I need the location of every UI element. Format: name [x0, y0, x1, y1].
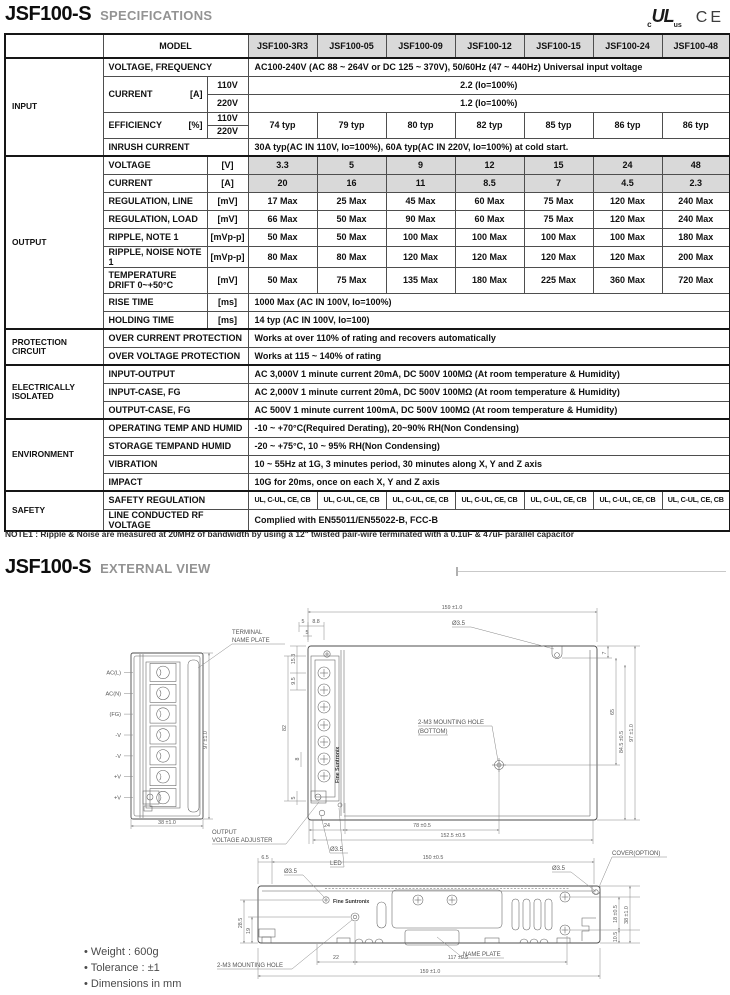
spec-header [5, 3, 212, 26]
footnote-tolerance: • Tolerance : ±1 [84, 962, 160, 974]
spec-cell: -20 ~ +75°C, 10 ~ 95% RH(Non Condensing) [248, 437, 730, 455]
spec-cell: REGULATION, LINE [103, 192, 207, 210]
spec-cell: 720 Max [662, 267, 730, 293]
mounting-hole-label: 2-M3 MOUNTING HOLE [418, 720, 485, 726]
spec-cell: 86 typ [593, 112, 662, 138]
spec-cell: JSF100-09 [386, 34, 455, 58]
dim-label: 38 ±1.0 [624, 906, 630, 924]
spec-cell: UL, C-UL, CE, CB [248, 491, 317, 509]
spec-cell: STORAGE TEMPAND HUMID [103, 437, 248, 455]
spec-cell: [V] [207, 156, 248, 174]
spec-cell: -10 ~ +70°C(Required Derating), 20~90% RH(Non Condensing) [248, 419, 730, 437]
dim-label: 7 [602, 651, 608, 655]
spec-cell: 100 Max [386, 228, 455, 246]
spec-cell: 110V [207, 112, 248, 125]
spec-cell: 50 Max [248, 267, 317, 293]
spec-cell: 60 Max [455, 210, 524, 228]
spec-cell: 60 Max [455, 192, 524, 210]
spec-cell: 180 Max [662, 228, 730, 246]
spec-cell: VOLTAGE, FREQUENCY [103, 58, 248, 76]
dim-top-width: 159 ±1.0 [441, 605, 463, 611]
terminal-label: AC(L) [106, 670, 121, 677]
note-1: NOTE1 : Ripple & Noise are measured at 20MHz of bandwidth by using a 12" twisted pair-wire terminated with a 0.1uF & 47uF parallel capacitor [5, 529, 574, 539]
spec-cell: OUTPUT-CASE, FG [103, 401, 248, 419]
spec-cell: SAFETY REGULATION [103, 491, 248, 509]
spec-cell: 2.3 [662, 174, 730, 192]
spec-cell: [mV] [207, 267, 248, 293]
spec-cell: VIBRATION [103, 455, 248, 473]
spec-cell: UL, C-UL, CE, CB [455, 491, 524, 509]
section-input: INPUT [5, 58, 103, 156]
dim-label: 28.5 [238, 917, 244, 929]
dim-side-width: 38 ±1.0 [158, 820, 176, 826]
terminal-label: AC(N) [105, 691, 121, 698]
dia-3-5-label: Ø3.5 [552, 866, 566, 872]
spec-cell: [ms] [207, 311, 248, 329]
dim-label: 9.5 [291, 677, 297, 685]
name-plate-label: NAME PLATE [463, 952, 501, 958]
section-safety: SAFETY [5, 491, 103, 531]
footnote-weight: • Weight : 600g [84, 946, 159, 958]
spec-cell: 20 [248, 174, 317, 192]
spec-cell: 3.3 [248, 156, 317, 174]
spec-cell: 24 [593, 156, 662, 174]
spec-cell: 7 [524, 174, 593, 192]
terminal-name-plate-label: TERMINAL [232, 630, 263, 636]
spec-cell: 100 Max [455, 228, 524, 246]
dim-label: 10.5 [613, 931, 619, 943]
spec-cell: 8.5 [455, 174, 524, 192]
spec-cell: 50 Max [317, 228, 386, 246]
terminal-label: +V [114, 795, 121, 802]
spec-cell: 79 typ [317, 112, 386, 138]
terminal-label: (FG) [109, 712, 121, 719]
spec-cell: UL, C-UL, CE, CB [524, 491, 593, 509]
spec-cell: CURRENT [A] [103, 76, 207, 112]
spec-cell: LINE CONDUCTED RF VOLTAGE [103, 509, 248, 531]
spec-cell: Complied with EN55011/EN55022-B, FCC-B [248, 509, 730, 531]
output-voltage-adjuster-label: VOLTAGE ADJUSTER [212, 838, 273, 844]
dim-label: 5 [291, 796, 297, 800]
spec-cell: 9 [386, 156, 455, 174]
dim-label: 6.5 [261, 855, 269, 861]
spec-cell: AC100-240V (AC 88 ~ 264V or DC 125 ~ 370V), 50/60Hz (47 ~ 440Hz) Universal input voltage [248, 58, 730, 76]
spec-cell: 240 Max [662, 210, 730, 228]
spec-cell: 74 typ [248, 112, 317, 138]
spec-cell: UL, C-UL, CE, CB [593, 491, 662, 509]
spec-cell: 100 Max [593, 228, 662, 246]
spec-cell: 1.2 (Io=100%) [248, 94, 730, 112]
spec-cell: 100 Max [524, 228, 593, 246]
terminal-name-plate-label: NAME PLATE [232, 638, 270, 644]
mounting-hole-label: (BOTTOM) [418, 729, 448, 735]
dim-label: 117 ±0.5 [447, 955, 469, 961]
spec-cell: 80 typ [386, 112, 455, 138]
top-view [282, 605, 640, 844]
spec-cell: 10G for 20ms, once on each X, Y and Z axis [248, 473, 730, 491]
spec-cell: 120 Max [386, 246, 455, 267]
spec-cell: RIPPLE, NOTE 1 [103, 228, 207, 246]
spec-cell: 75 Max [317, 267, 386, 293]
spec-cell: UL, C-UL, CE, CB [386, 491, 455, 509]
spec-cell: 75 Max [524, 192, 593, 210]
spec-cell: OVER CURRENT PROTECTION [103, 329, 248, 347]
certification-marks [647, 6, 724, 29]
spec-cell: IMPACT [103, 473, 248, 491]
spec-cell: 80 Max [317, 246, 386, 267]
dim-label: 84.5 ±0.5 [619, 730, 625, 754]
spec-cell: 135 Max [386, 267, 455, 293]
dim-label: 5 [301, 619, 305, 625]
terminal-labels [105, 670, 133, 801]
spec-cell: 360 Max [593, 267, 662, 293]
terminal-label: -V [115, 733, 121, 739]
spec-cell: 240 Max [662, 192, 730, 210]
dia-3-5-label: Ø3.5 [330, 847, 344, 853]
spec-cell: [mV] [207, 192, 248, 210]
output-voltage-adjuster-label: OUTPUT [212, 830, 237, 836]
spec-cell: 50 Max [248, 228, 317, 246]
dim-label: 19 [246, 928, 252, 934]
dim-label: 152.5 ±0.5 [440, 833, 466, 839]
terminal-label: +V [114, 774, 121, 781]
spec-cell: 5 [317, 156, 386, 174]
spec-cell: JSF100-3R3 [248, 34, 317, 58]
spec-cell: 10 ~ 55Hz at 1G, 3 minutes period, 30 minutes along X, Y and Z axis [248, 455, 730, 473]
spec-cell: 14 typ (AC IN 100V, Io=100) [248, 311, 730, 329]
dim-label: 8 [295, 757, 301, 761]
spec-cell: INPUT-CASE, FG [103, 383, 248, 401]
spec-cell: RISE TIME [103, 293, 207, 311]
section-rule [456, 567, 726, 576]
spec-cell: 66 Max [248, 210, 317, 228]
spec-cell: 120 Max [455, 246, 524, 267]
table-corner [5, 34, 103, 58]
dim-label: 24 [324, 823, 330, 829]
spec-cell: 50 Max [317, 210, 386, 228]
page-title-section: SPECIFICATIONS [100, 8, 213, 23]
spec-cell: [mV] [207, 210, 248, 228]
spec-cell: 85 typ [524, 112, 593, 138]
spec-cell: 2.2 (Io=100%) [248, 76, 730, 94]
spec-cell: [mVp-p] [207, 228, 248, 246]
spec-cell: 82 typ [455, 112, 524, 138]
spec-cell: 80 Max [248, 246, 317, 267]
spec-cell: UL, C-UL, CE, CB [317, 491, 386, 509]
spec-cell: RIPPLE, NOISE NOTE 1 [103, 246, 207, 267]
spec-cell: 48 [662, 156, 730, 174]
spec-cell: JSF100-48 [662, 34, 730, 58]
dia-3-5-label: Ø3.5 [452, 621, 466, 627]
page-title-model: JSF100-S [5, 3, 92, 25]
dim-label: 82 [282, 725, 288, 731]
footnotes [84, 944, 181, 992]
dim-label: 8.8 [312, 619, 320, 625]
spec-cell: [mVp-p] [207, 246, 248, 267]
spec-cell: 120 Max [593, 192, 662, 210]
spec-cell: JSF100-15 [524, 34, 593, 58]
spec-cell: 11 [386, 174, 455, 192]
spec-cell: UL, C-UL, CE, CB [662, 491, 730, 509]
spec-cell: [A] [207, 174, 248, 192]
section-environment: ENVIRONMENT [5, 419, 103, 491]
section-output: OUTPUT [5, 156, 103, 329]
dim-label: 97 ±1.0 [629, 724, 635, 742]
spec-cell: INRUSH CURRENT [103, 138, 248, 156]
section-isolated: ELECTRICALLY ISOLATED [5, 365, 103, 419]
spec-cell: 220V [207, 94, 248, 112]
dia-3-5-label: Ø3.5 [284, 869, 298, 875]
spec-cell: 12 [455, 156, 524, 174]
spec-cell: EFFICIENCY [%] [103, 112, 207, 138]
spec-cell: OVER VOLTAGE PROTECTION [103, 347, 248, 365]
spec-cell: 75 Max [524, 210, 593, 228]
spec-cell: [ms] [207, 293, 248, 311]
spec-table [4, 33, 730, 532]
spec-cell: INPUT-OUTPUT [103, 365, 248, 383]
spec-cell: OPERATING TEMP AND HUMID [103, 419, 248, 437]
dim-label: 78 ±0.5 [413, 823, 431, 829]
spec-cell: 30A typ(AC IN 110V, Io=100%), 60A typ(AC IN 220V, Io=100%) at cold start. [248, 138, 730, 156]
spec-cell: VOLTAGE [103, 156, 207, 174]
dim-label: 15.3 [291, 653, 297, 665]
section-protection: PROTECTION CIRCUIT [5, 329, 103, 365]
spec-cell: 17 Max [248, 192, 317, 210]
spec-cell: 90 Max [386, 210, 455, 228]
spec-cell: JSF100-12 [455, 34, 524, 58]
led-label: LED [330, 861, 342, 867]
ul-mark: $_cUL_{us}$ [647, 6, 682, 29]
model-header: MODEL [103, 34, 248, 58]
spec-cell: TEMPERATURE DRIFT 0~+50°C [103, 267, 207, 293]
brand-logo-vertical: Fine Suntronix [335, 746, 341, 783]
spec-cell: 120 Max [524, 246, 593, 267]
spec-cell: 180 Max [455, 267, 524, 293]
spec-cell: Works at over 110% of rating and recovers automatically [248, 329, 730, 347]
spec-cell: 16 [317, 174, 386, 192]
spec-cell: 15 [524, 156, 593, 174]
dim-label: 65 [610, 709, 616, 715]
spec-cell: REGULATION, LOAD [103, 210, 207, 228]
spec-cell: 200 Max [662, 246, 730, 267]
spec-cell: 225 Max [524, 267, 593, 293]
spec-cell: 25 Max [317, 192, 386, 210]
terminal-label: -V [115, 753, 121, 760]
external-title-section: EXTERNAL VIEW [100, 561, 211, 576]
dim-label: 150 ±0.5 [422, 855, 444, 861]
spec-cell: HOLDING TIME [103, 311, 207, 329]
external-title-model: JSF100-S [5, 556, 92, 578]
mounting-hole-label: 2-M3 MOUNTING HOLE [217, 963, 284, 969]
spec-cell: AC 3,000V 1 minute current 20mA, DC 500V 100MΩ (At room temperature & Humidity) [248, 365, 730, 383]
spec-cell: AC 2,000V 1 minute current 20mA, DC 500V 100MΩ (At room temperature & Humidity) [248, 383, 730, 401]
dim-side-height: 97 ±1.0 [203, 731, 209, 749]
spec-cell: 220V [207, 125, 248, 138]
spec-cell: 1000 Max (AC IN 100V, Io=100%) [248, 293, 730, 311]
spec-cell: JSF100-05 [317, 34, 386, 58]
dim-label: 18 ±0.5 [613, 905, 619, 923]
cover-option-label: COVER(OPTION) [612, 851, 661, 857]
spec-cell: 110V [207, 76, 248, 94]
dim-label: 22 [333, 955, 339, 961]
spec-cell: 45 Max [386, 192, 455, 210]
external-view-header [5, 556, 211, 579]
spec-cell: 86 typ [662, 112, 730, 138]
spec-cell: 120 Max [593, 210, 662, 228]
spec-cell: JSF100-24 [593, 34, 662, 58]
dim-label: 5 [305, 630, 309, 636]
spec-cell: CURRENT [103, 174, 207, 192]
dim-label: 159 ±1.0 [419, 969, 441, 975]
spec-cell: 4.5 [593, 174, 662, 192]
spec-cell: Works at 115 ~ 140% of rating [248, 347, 730, 365]
ce-mark: CE [695, 8, 724, 26]
brand-logo: Fine Suntronix [333, 899, 370, 905]
footnote-dimensions: • Dimensions in mm [84, 978, 182, 990]
side-view [105, 630, 348, 867]
spec-cell: 120 Max [593, 246, 662, 267]
bottom-side-view [217, 851, 667, 979]
spec-cell: AC 500V 1 minute current 100mA, DC 500V 100MΩ (At room temperature & Humidity) [248, 401, 730, 419]
external-view-drawing [100, 596, 730, 995]
